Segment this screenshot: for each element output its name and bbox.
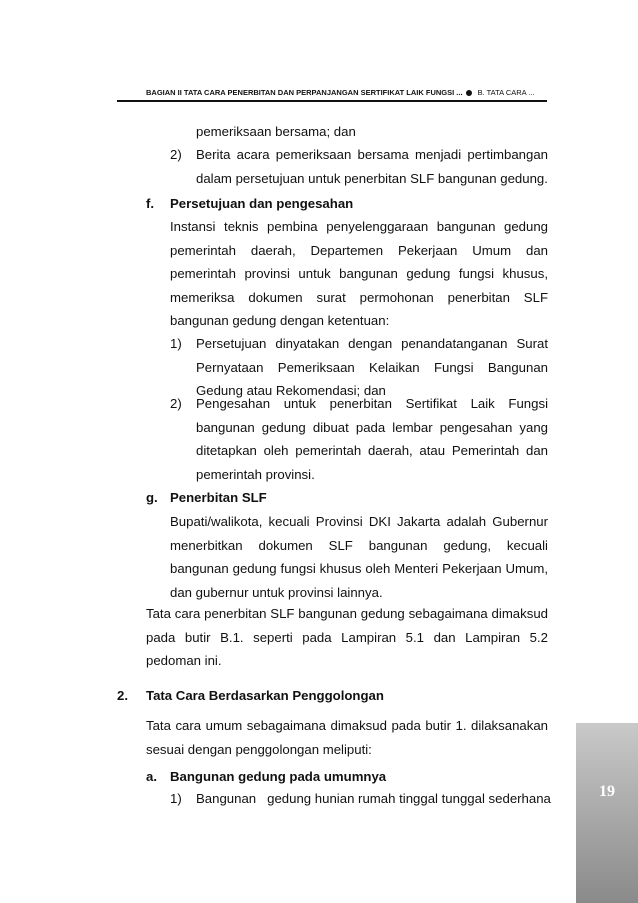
list-item-text: Bangunan gedung hunian rumah tinggal tunggal sederhana (196, 791, 551, 806)
bullet-icon (466, 90, 472, 96)
list-number: 1) (170, 336, 182, 351)
paragraph: Tata cara penerbitan SLF bangunan gedung sebagaimana dimaksud pada butir B.1. seperti pada Lampiran 5.1 dan Lampiran 5.2 pedoman ini. (146, 606, 548, 668)
running-header (146, 88, 546, 97)
section-letter: f. (146, 196, 155, 211)
list-item-text: Berita acara pemeriksaan bersama menjadi pertimbangan dalam persetujuan untuk penerbitan SLF bangunan gedung. (196, 147, 548, 186)
list-number: 2) (170, 396, 182, 411)
section-letter: g. (146, 490, 158, 505)
section-title: Persetujuan dan pengesahan (170, 196, 354, 211)
header-rule (117, 100, 547, 102)
header-section-title: B. TATA CARA ... (477, 88, 535, 97)
section-title: Bangunan gedung pada umumnya (170, 769, 387, 784)
section-letter: a. (146, 769, 157, 784)
list-item-text: Pengesahan untuk penerbitan Sertifikat Laik Fungsi bangunan gedung dibuat pada lembar pengesahan yang ditetapkan oleh pemerintah daerah, atau Pemerintah dan pemerintah provinsi. (196, 396, 548, 482)
list-number: 1) (170, 791, 182, 806)
continued-line: pemeriksaan bersama; dan (196, 124, 356, 139)
page-number: 19 (599, 783, 615, 800)
list-item-text: Persetujuan dinyatakan dengan penandatanganan Surat Pernyataan Pemeriksaan Kelaikan Fungsi Bangunan Gedung atau Rekomendasi; dan (196, 336, 548, 398)
section-title: Penerbitan SLF (170, 490, 267, 505)
paragraph: Bupati/walikota, kecuali Provinsi DKI Jakarta adalah Gubernur menerbitkan dokumen SLF bangunan gedung, kecuali bangunan gedung fungsi khusus oleh Menteri Pekerjaan Umum, dan gubernur untuk provinsi lainnya. (170, 514, 548, 600)
header-part-title: BAGIAN II TATA CARA PENERBITAN DAN PERPANJANGAN SERTIFIKAT LAIK FUNGSI ... (146, 88, 463, 97)
paragraph: Instansi teknis pembina penyelenggaraan bangunan gedung pemerintah daerah, Departemen Pekerjaan Umum dan pemerintah provinsi untuk bangunan gedung fungsi khusus, memeriksa dokumen surat permohonan penerbitan SLF bangunan gedung dengan ketentuan: (170, 219, 548, 328)
list-number: 2) (170, 147, 182, 162)
paragraph: Tata cara umum sebagaimana dimaksud pada butir 1. dilaksanakan sesuai dengan penggolongan meliputi: (146, 718, 548, 757)
section-number: 2. (117, 688, 128, 703)
page-tab (576, 723, 638, 903)
section-heading: Tata Cara Berdasarkan Penggolongan (146, 688, 384, 703)
